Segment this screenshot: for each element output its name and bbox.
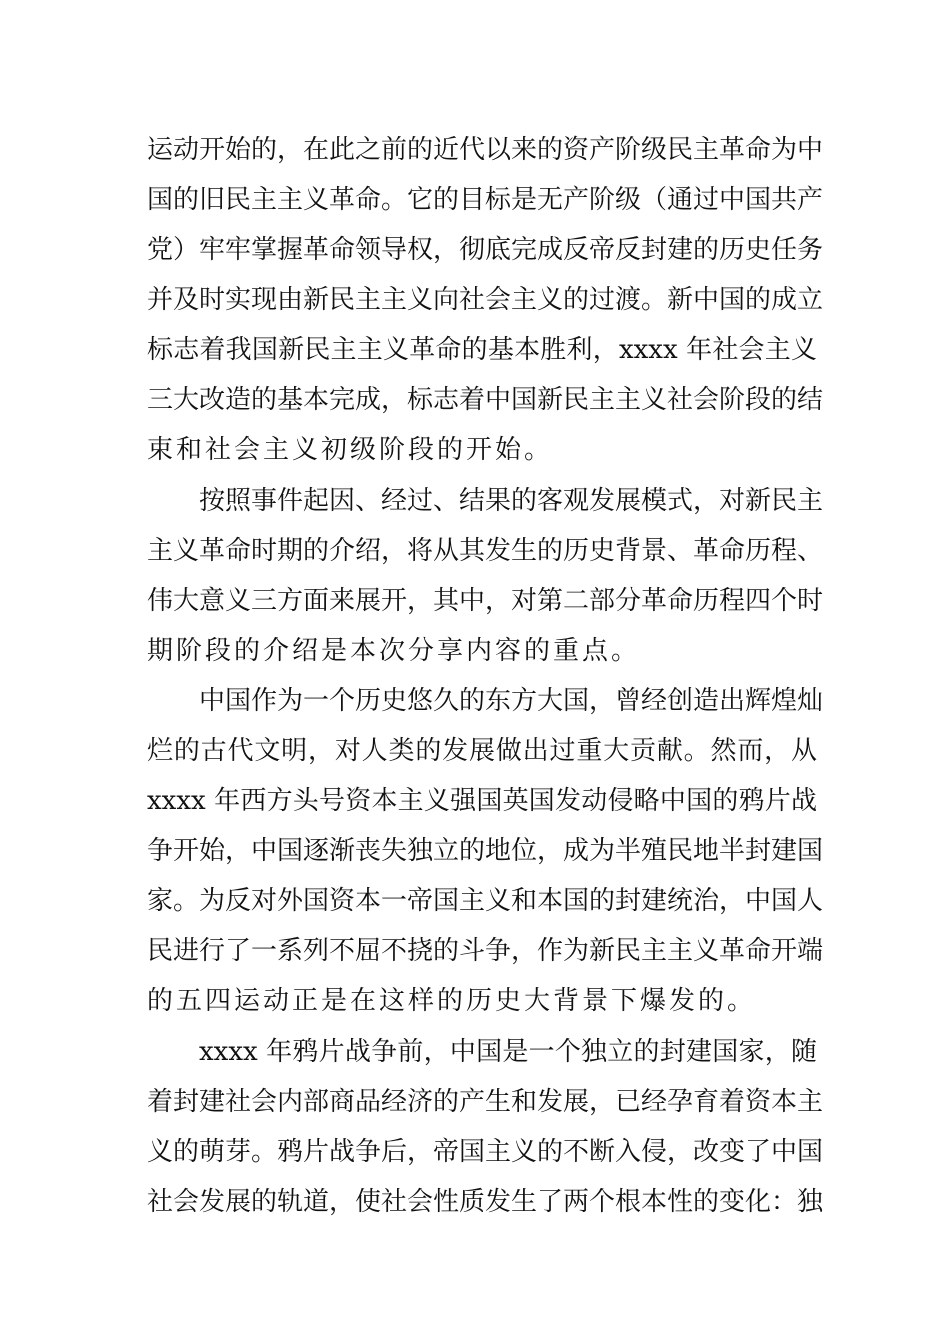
paragraph-2-line-1: 按照事件起因、经过、结果的客观发展模式，对新民主 [199, 486, 824, 516]
paragraph-3-line-6: 民进行了一系列不屈不挠的斗争，作为新民主主义革命开端 [147, 936, 824, 966]
paragraph-1-line-7: 束和社会主义初级阶段的开始。 [147, 435, 554, 465]
paragraph-3-line-1: 中国作为一个历史悠久的东方大国，曾经创造出辉煌灿 [199, 686, 824, 716]
paragraph-1-line-3: 党）牢牢掌握革命领导权，彻底完成反帝反封建的历史任务 [147, 235, 824, 265]
paragraph-4-line-3: 义的萌芽。鸦片战争后，帝国主义的不断入侵，改变了中国 [147, 1137, 824, 1167]
paragraph-4-line-4: 社会发展的轨道，使社会性质发生了两个根本性的变化：独 [147, 1187, 824, 1217]
paragraph-1-line-4: 并及时实现由新民主主义向社会主义的过渡。新中国的成立 [147, 285, 824, 315]
paragraph-1-line-5: 标志着我国新民主主义革命的基本胜利，xxxx 年社会主义 [147, 335, 817, 365]
paragraph-3-line-7: 的五四运动正是在这样的历史大背景下爆发的。 [147, 986, 757, 1016]
paragraph-1-line-6: 三大改造的基本完成，标志着中国新民主主义社会阶段的结 [147, 385, 824, 415]
paragraph-4-line-2: 着封建社会内部商品经济的产生和发展，已经孕育着资本主 [147, 1087, 824, 1117]
paragraph-4-line-1: xxxx 年鸦片战争前，中国是一个独立的封建国家，随 [199, 1037, 817, 1067]
paragraph-3-line-3: xxxx 年西方头号资本主义强国英国发动侵略中国的鸦片战 [147, 786, 817, 816]
paragraph-2-line-4: 期阶段的介绍是本次分享内容的重点。 [147, 636, 641, 666]
paragraph-3-line-4: 争开始，中国逐渐丧失独立的地位，成为半殖民地半封建国 [147, 836, 824, 866]
paragraph-2-line-2: 主义革命时期的介绍，将从其发生的历史背景、革命历程、 [147, 536, 824, 566]
paragraph-3-line-5: 家。为反对外国资本一帝国主义和本国的封建统治，中国人 [147, 886, 824, 916]
paragraph-3-line-2: 烂的古代文明，对人类的发展做出过重大贡献。然而，从 [147, 736, 817, 766]
paragraph-1-line-2: 国的旧民主主义革命。它的目标是无产阶级（通过中国共产 [147, 185, 824, 215]
paragraph-2-line-3: 伟大意义三方面来展开，其中，对第二部分革命历程四个时 [147, 586, 824, 616]
paragraph-1-line-1: 运动开始的，在此之前的近代以来的资产阶级民主革命为中 [147, 135, 824, 165]
